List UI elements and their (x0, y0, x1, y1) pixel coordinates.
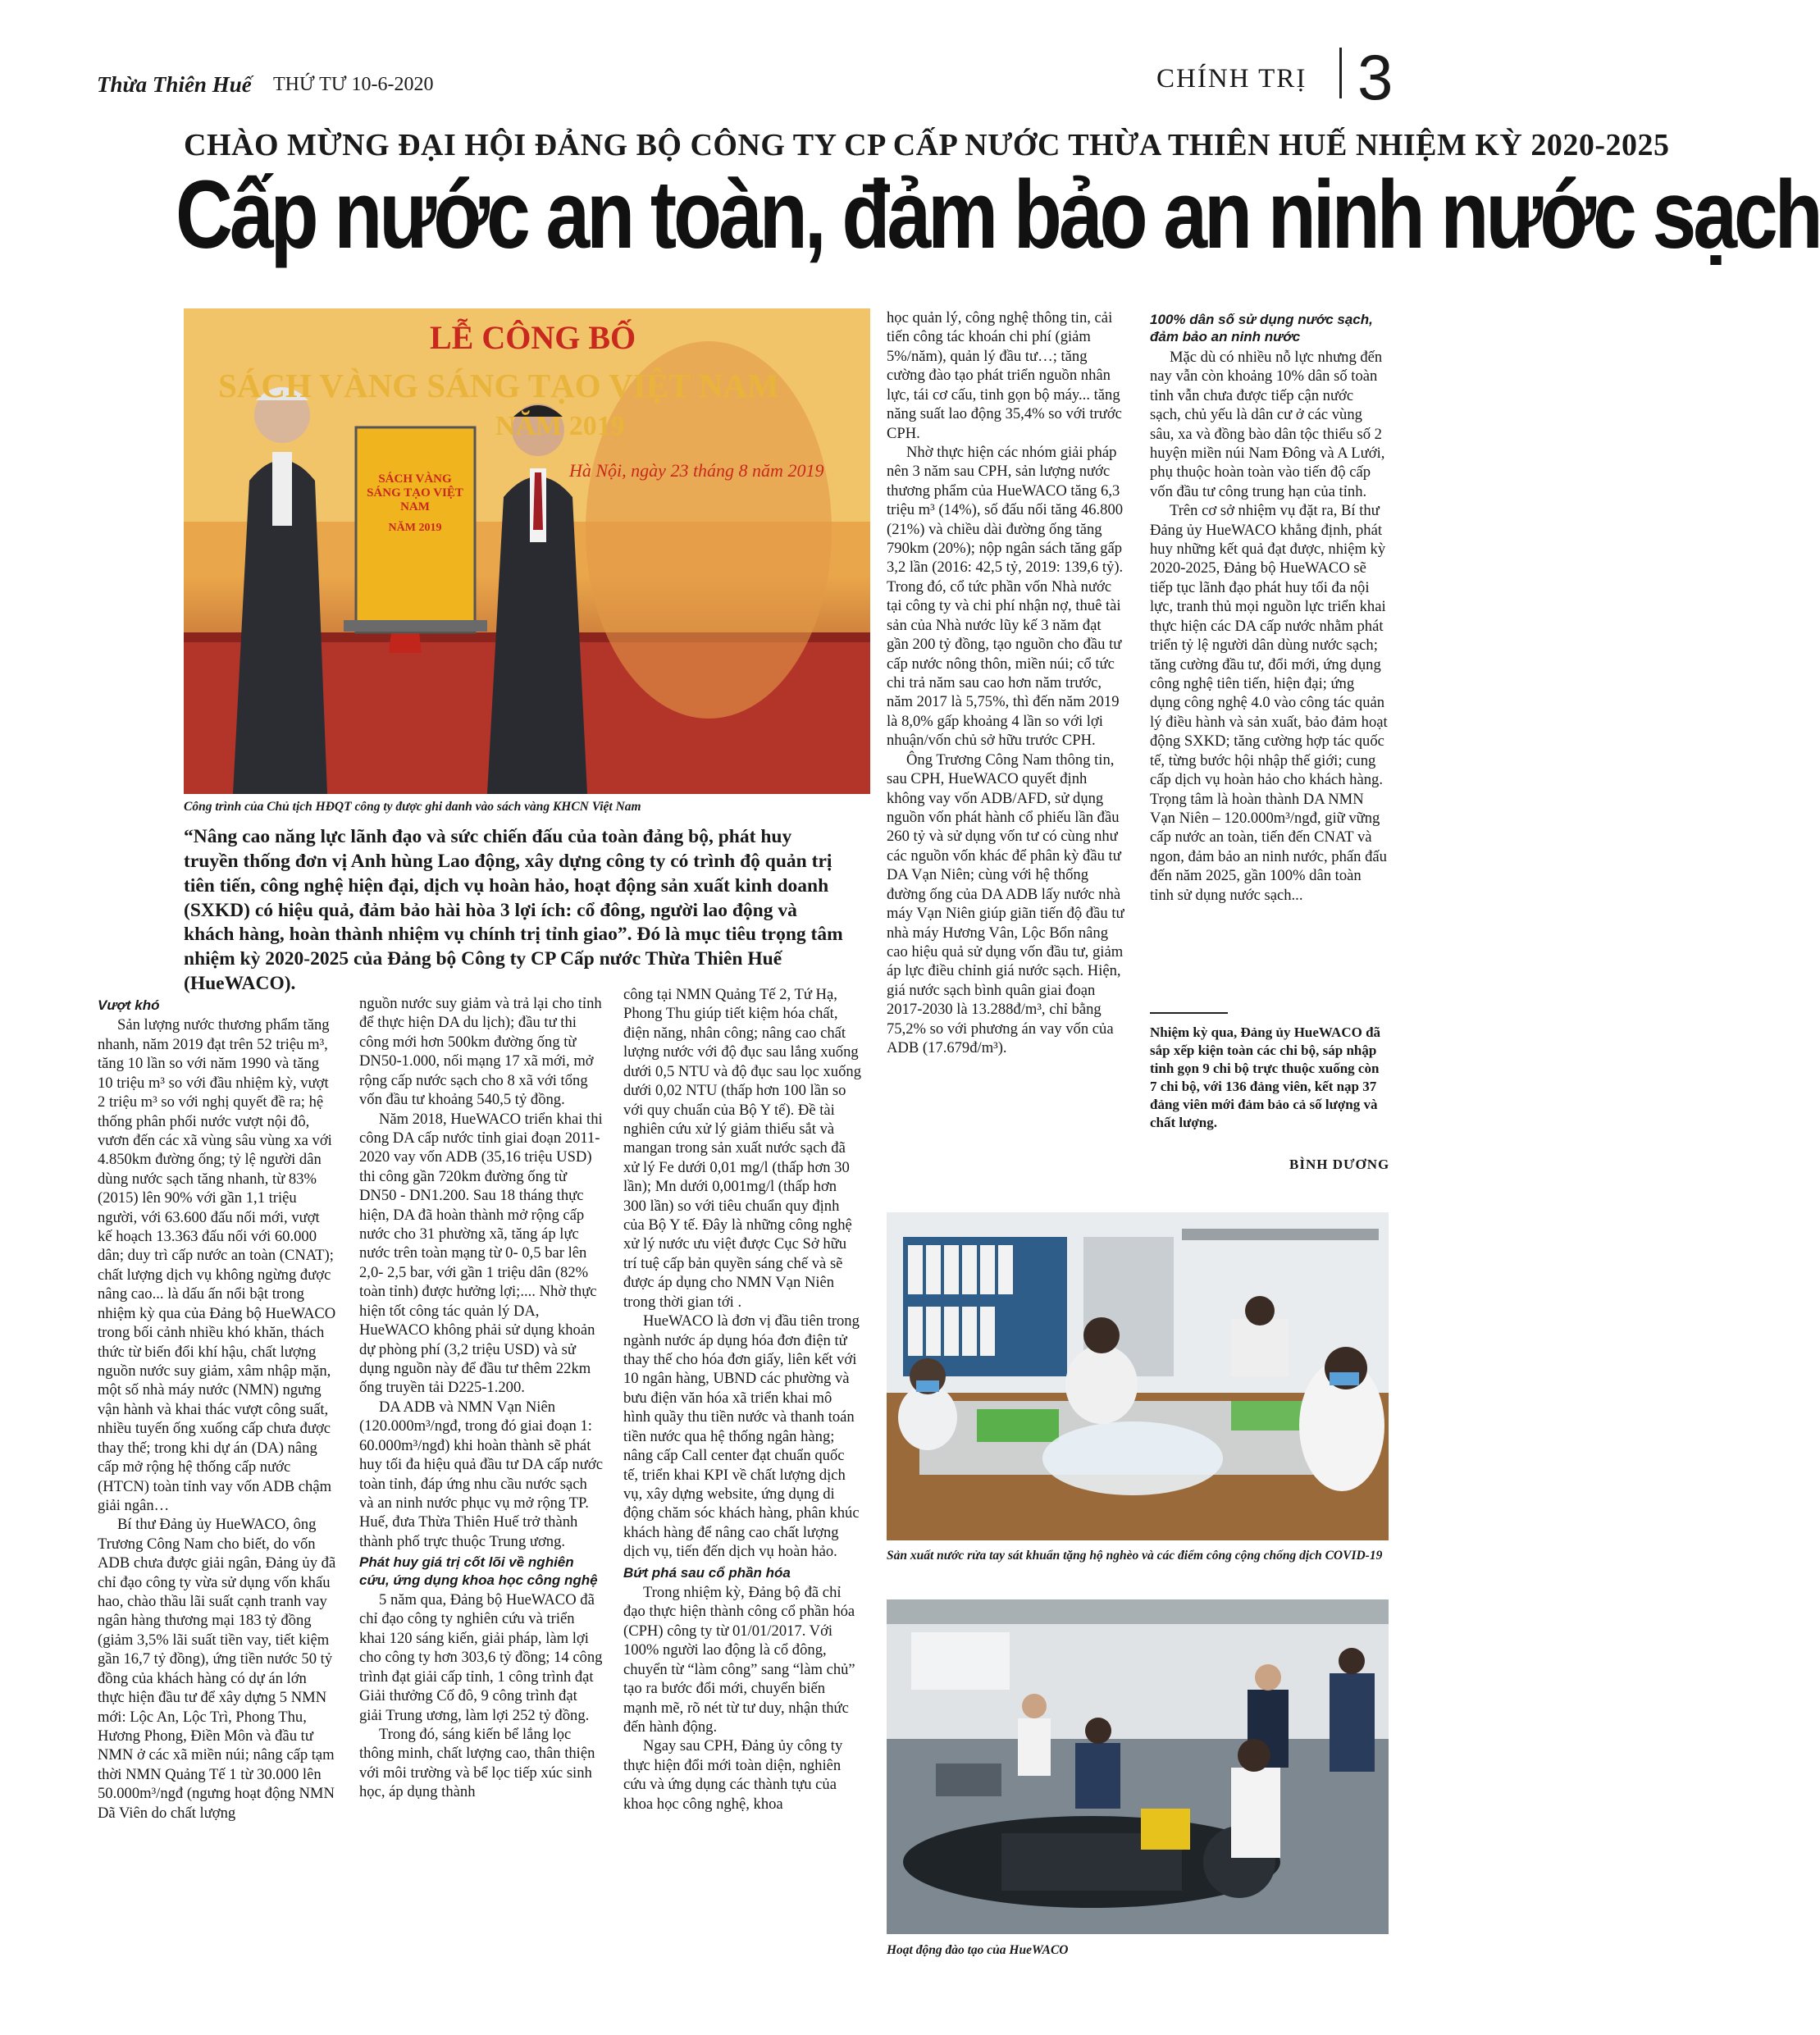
issue-date: THỨ TƯ 10-6-2020 (273, 74, 434, 95)
banner-line-3: NĂM 2019 (495, 411, 625, 441)
col5-paragraph-1: Mặc dù có nhiều nỗ lực nhưng đến nay vẫn còn khoảng 10% dân số toàn tỉnh vẫn chưa được tiếp cận nước sạch, chủ yếu là dân cư ở các vùng sâu, xa và đồng bào dân tộc thiểu số 2 huyện miền núi Nam Đông và A Lưới, phụ thuộc hoàn toàn vào tiến độ cấp vốn đầu tư công trung hạn của tỉnh. (1150, 348, 1385, 500)
section-name: CHÍNH TRỊ (1156, 64, 1307, 94)
byline: BÌNH DƯƠNG (1289, 1157, 1390, 1172)
hand-sanitizer-photo (887, 1212, 1389, 1540)
subheading-vuot-kho: Vượt khó (98, 997, 160, 1013)
col4-paragraph-2: Nhờ thực hiện các nhóm giải pháp nên 3 năm sau CPH, sản lượng nước thương phẩm của HueWACO tăng 6,3 triệu m³ (14%), số đấu nối tăng 46.800 (21%) và chiều dài đường ống tăng 790km (20%); nộp ngân sách tăng gấp 3,2 lần (2016: 42,5 tỷ, 2019: 139,6 tỷ). Trong đó, cổ tức phần vốn Nhà nước tại công ty và chi phí nhận nợ, thuê tài sản của Nhà nước lũy kế 3 năm đạt gần 200 tỷ đồng, tạo nguồn cho đầu tư cấp nước nông thôn, miền núi; cổ tức chi trả năm sau cao hơn năm trước, năm 2017 là 5,75%, thì đến năm 2019 là 8,0% gấp khoảng 4 lần so với lợi nhuận/vốn chủ sở hữu trước CPH. (887, 443, 1124, 750)
col2-paragraph-4: 5 năm qua, Đảng bộ HueWACO đã chỉ đạo công ty nghiên cứu và triển khai 120 sáng kiến, giải pháp, làm lợi cho công ty hơn 303,6 tỷ đồng; 14 công trình đạt giải cấp tỉnh, 1 công trình đạt Giải thưởng Cố đô, 9 công trình đạt giải Trung ương, làm lợi 252 tỷ đồng. (359, 1591, 603, 1724)
column-2 (359, 994, 603, 1802)
masthead-divider (1339, 48, 1342, 98)
column-3 (623, 985, 863, 1814)
col3-paragraph-2: HueWACO là đơn vị đầu tiên trong ngành nước áp dụng hóa đơn điện tử thay thế cho hóa đơn giấy, liên kết với 10 ngân hàng, UBND các phường và bưu điện văn hóa xã triển khai mô hình quầy thu tiền nước và thanh toán tiền nước qua hệ thống ngân hàng; nâng cấp Call center đạt chuẩn quốc tế, triển khai KPI về chất lượng dịch vụ, xây dựng website, ứng dụng di động chăm sóc khách hàng, phân khúc khách hàng để nâng cao chất lượng dịch vụ, tiến đến dịch vụ hoàn hảo. (623, 1312, 860, 1561)
column-1 (98, 994, 337, 1823)
photo3-caption: Hoạt động đào tạo của HueWACO (887, 1943, 1069, 1957)
col3-paragraph-1: công tại NMN Quảng Tế 2, Tứ Hạ, Phong Thu giúp tiết kiệm hóa chất, điện năng, nhân công; nâng cao chất lượng nước với độ đục sau lắng xuống dưới 0,5 NTU và độ đục sau lọc xuống dưới 0,02 NTU (thấp hơn 100 lần so với quy chuẩn của Bộ Y tế). Đề tài nghiên cứu xử lý giảm thiểu sắt và mangan trong sản xuất nước sạch đã xử lý Fe dưới 0,01 mg/l (thấp hơn 30 lần); Mn dưới 0,001mg/l (thấp hơn 300 lần) so với tiêu chuẩn quy định của Bộ Y tế. Đây là những công nghệ xử lý nước ưu việt được Cục Sở hữu trí tuệ cấp bản quyền sáng chế và sẽ được áp dụng cho NMN Vạn Niên trong thời gian tới . (623, 986, 861, 1311)
photo1-caption: Công trình của Chủ tịch HĐQT công ty được ghi danh vào sách vàng KHCN Việt Nam (184, 800, 641, 814)
ceremony-photo (184, 308, 870, 794)
training-photo-graphic (887, 1599, 1389, 1934)
col1-paragraph-2: Bí thư Đảng ủy HueWACO, ông Trương Công Nam cho biết, do vốn ADB chưa được giải ngân, Đảng ủy đã chỉ đạo công ty vừa sử dụng vốn khấu hao, chào thầu lãi suất cạnh tranh vay ngân hàng thương mại 183 tỷ đồng (giảm 3,5% lãi suất tiền vay, tiết kiệm gần 16,7 tỷ đồng), ứng tiền nước 50 tỷ đồng của khách hàng có dự án lớn thực hiện đầu tư để xây dựng 5 NMN mới: Lộc An, Lộc Trì, Phong Thu, Hương Phong, Điền Môn và đầu tư NMN ở các xã miền núi; nâng cấp tạm thời NMN Quảng Tế 1 từ 30.000 lên 50.000m³/ngđ (ngưng hoạt động NMN Dã Viên do chất lượng (98, 1516, 336, 1822)
banner-line-1: LỄ CÔNG BỐ (430, 319, 636, 356)
banner-line-2: SÁCH VÀNG SÁNG TẠO VIỆT NAM (218, 367, 779, 404)
newspaper-name: Thừa Thiên Huế (97, 72, 252, 97)
photo2-caption: Sản xuất nước rửa tay sát khuẩn tặng hộ nghèo và các điểm công cộng chống dịch COVID-19 (887, 1549, 1383, 1563)
subheading-phat-huy: Phát huy giá trị cốt lõi về nghiên cứu, ứng dụng khoa học công nghệ (359, 1554, 598, 1588)
col2-paragraph-3: DA ADB và NMN Vạn Niên (120.000m³/ngđ, trong đó giai đoạn 1: 60.000m³/ngđ) khi hoàn thành sẽ phát huy tối đa hiệu quả đầu tư DA cấp nước toàn tỉnh, đáp ứng nhu cầu nước sạch và an ninh nước phục vụ mở rộng TP. Huế, đưa Thừa Thiên Huế trở thành thành phố trực thuộc Trung ương. (359, 1398, 603, 1550)
subheading-but-pha: Bứt phá sau cổ phần hóa (623, 1564, 791, 1581)
col2-paragraph-5: Trong đó, sáng kiến bể lắng lọc thông minh, chất lượng cao, thân thiện với môi trường và bể lọc tiếp xúc sinh học, áp dụng thành (359, 1726, 595, 1801)
col2-paragraph-1: nguồn nước suy giảm và trả lại cho tỉnh để thực hiện DA du lịch); đầu tư thi công mới hơn 500km đường ống từ DN50-1.000, nối mạng 17 xã mới, mở rộng cấp nước sạch cho 8 xã với tổng vốn đầu tư khoảng 540,5 tỷ đồng. (359, 995, 602, 1109)
col1-paragraph-1: Sản lượng nước thương phẩm tăng nhanh, năm 2019 đạt trên 52 triệu m³, tăng 10 lần so với năm 1990 và tăng 10 triệu m³ so với đầu nhiệm kỳ, vượt 2 triệu m³ so với nghị quyết đề ra; hệ thống phân phối nước vượt nội đô, vươn đến các xã vùng sâu vùng xa với 4.850km đường ống; tỷ lệ người dân dùng nước sạch tăng nhanh, từ 83% (2015) lên 90% với gần 1,1 triệu người, với 63.600 đấu nối mới, vượt kế hoạch 13.363 đấu nối với 60.000 dân; duy trì cấp nước an toàn (CNAT); chất lượng dịch vụ không ngừng được nâng cao... là dấu ấn nổi bật trong nhiệm kỳ qua của Đảng bộ HueWACO trong bối cảnh nhiều khó khăn, thách thức từ biến đổi khí hậu, chất lượng nguồn nước suy giảm, xâm nhập mặn, một số nhà máy nước (NMN) ngưng vận hành và khai thác vượt công suất, nhiều tuyến ống xuống cấp chưa được thay thế; trong khi dự án (DA) nâng cấp mở rộng hệ thống cấp nước (HTCN) toàn tỉnh vay vốn ADB chậm giải ngân… (98, 1016, 336, 1514)
subheading-100-percent: 100% dân số sử dụng nước sạch, đảm bảo an ninh nước (1150, 312, 1373, 345)
lede: “Nâng cao năng lực lãnh đạo và sức chiến đấu của toàn đảng bộ, phát huy truyền thống đơn vị Anh hùng Lao động, xây dựng công ty có trình độ quản trị tiên tiến, công nghệ hiện đại, dịch vụ hoàn hảo, hoạt động sản xuất kinh doanh (SXKD) có hiệu quả, đảm bảo hài hòa 3 lợi ích: cổ đông, người lao động và khách hàng, hoàn thành nhiệm vụ chính trị tỉnh giao”. Đó là mục tiêu trọng tâm nhiệm kỳ 2020-2025 của Đảng bộ Công ty CP Cấp nước Thừa Thiên Huế (HueWACO). (184, 826, 843, 995)
col2-paragraph-2: Năm 2018, HueWACO triển khai thi công DA cấp nước tỉnh giai đoạn 2011-2020 vay vốn ADB (35,16 triệu USD) thi công gần 720km đường ống từ DN50 - DN1.200. Sau 18 tháng thực hiện, DA đã hoàn thành mở rộng cấp nước cho 31 phường xã, tăng áp lực nước trên toàn mạng từ 0- 0,5 bar lên 2,0- 2,5 bar, với gần 1 triệu dân (82% toàn tỉnh) được hưởng lợi;.... Nhờ thực hiện tốt công tác quản lý DA, HueWACO không phải sử dụng khoản dự phòng phí (3,2 triệu USD) và sử dụng nguồn này để đầu tư thêm 22km ống truyền tải D225-1.200. (359, 1110, 603, 1397)
column-4 (887, 308, 1124, 1057)
note-divider (1150, 1012, 1228, 1014)
book-year: NĂM 2019 (388, 522, 442, 534)
col5-paragraph-2: Trên cơ sở nhiệm vụ đặt ra, Bí thư Đảng ủy HueWACO khẳng định, phát huy những kết quả đạt được, nhiệm kỳ 2020-2025, Đảng bộ HueWACO sẽ tiếp tục lãnh đạo phát huy tối đa nội lực, tranh thủ mọi nguồn lực triển khai thực hiện các DA cấp nước nhằm phát triển tỷ lệ người dân dùng nước sạch; tăng cường đầu tư, đổi mới, ứng dụng công nghệ tiên tiến, hiện đại; ứng dụng công nghệ 4.0 vào công tác quản lý điều hành và sản xuất, bảo đảm hoạt động SXKD; tăng cường hợp tác quốc tế, từng bước hội nhập thế giới; cung cấp dịch vụ hoàn hảo cho khách hàng. Trọng tâm là hoàn thành DA NMN Vạn Niên – 120.000m³/ngđ, giữ vững cấp nước an toàn, tiến đến CNAT và ngon, đảm bảo an ninh nước, phấn đấu đến năm 2025, gần 100% dân toàn tỉnh sử dụng nước sạch... (1150, 502, 1388, 904)
training-photo (887, 1599, 1389, 1934)
col4-paragraph-3: Ông Trương Công Nam thông tin, sau CPH, HueWACO quyết định không vay vốn ADB/AFD, sử dụng nguồn vốn phát hành cổ phiếu lần đầu 260 tỷ và sử dụng vốn tư có cùng như các nguồn vốn khác để phân kỳ đầu tư DA Vạn Niên; cùng với hệ thống đường ống của DA ADB lấy nước nhà máy Vạn Niên giúp giãn tiến độ đầu tư nhà máy Hương Vân, Lộc Bổn nâng cao hiệu quả sử dụng vốn đầu tư, giảm áp lực điều chỉnh giá nước sạch. Hiện, giá nước sạch bình quân giai đoạn 2017-2030 là 13.288đ/m³, chỉ bằng 75,2% so với phương án vay vốn của ADB (17.679đ/m³). (887, 751, 1124, 1057)
col3-paragraph-4: Ngay sau CPH, Đảng ủy công ty thực hiện đổi mới toàn diện, nghiên cứu và ứng dụng các thành tựu của khoa học công nghệ, khoa (623, 1737, 843, 1813)
kicker: CHÀO MỪNG ĐẠI HỘI ĐẢNG BỘ CÔNG TY CP CẤP NƯỚC THỪA THIÊN HUẾ NHIỆM KỲ 2020-2025 (184, 128, 1670, 162)
party-note: Nhiệm kỳ qua, Đảng ủy HueWACO đã sắp xếp kiện toàn các chi bộ, sáp nhập tinh gọn 9 chi bộ trực thuộc xuống còn 7 chi bộ, với 136 đảng viên, kết nạp 37 đảng viên mới đảm bảo cả số lượng và chất lượng. (1150, 1024, 1381, 1131)
banner-line-4: Hà Nội, ngày 23 tháng 8 năm 2019 (569, 460, 824, 481)
book-title: SÁCH VÀNG SÁNG TẠO VIỆT NAM (367, 472, 463, 513)
col4-paragraph-1: học quản lý, công nghệ thông tin, cải tiến công tác khoán chi phí (giảm 5%/năm), quản lý đầu tư…; tăng cường đào tạo phát triển nguồn nhân lực, tái cơ cấu, tinh gọn bộ máy... tăng năng suất lao động 35,4% so với trước CPH. (887, 309, 1122, 442)
headline: Cấp nước an toàn, đảm bảo an ninh nước sạch (176, 161, 1820, 269)
page-number: 3 (1357, 41, 1394, 113)
hand-sanitizer-photo-graphic (887, 1212, 1389, 1540)
col3-paragraph-3: Trong nhiệm kỳ, Đảng bộ đã chỉ đạo thực hiện thành công cổ phần hóa (CPH) công ty từ 01/01/2017. Với 100% người lao động là cổ đông, chuyển từ “làm công” sang “làm chủ” tạo ra bước đổi mới, chuyển biến mạnh mẽ, rõ nét từ tư duy, nhận thức đến hành động. (623, 1584, 855, 1736)
column-5 (1150, 308, 1388, 905)
